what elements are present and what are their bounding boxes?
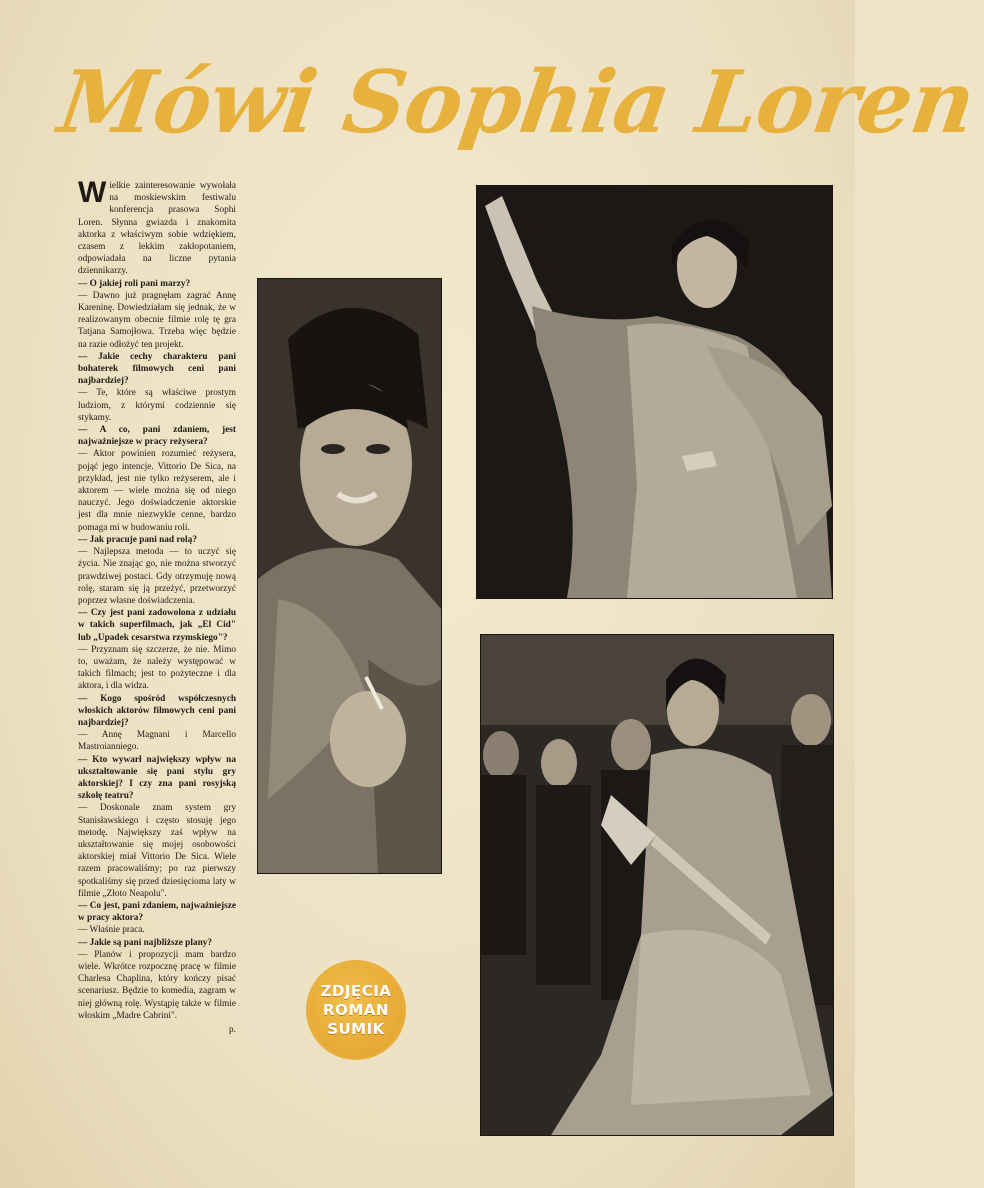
interview-question: — Kogo spośród współczesnych włoskich aktorów filmowych ceni pani najbardziej? [78, 693, 236, 728]
credit-line-1: ZDJĘCIA [320, 981, 392, 1000]
interview-answer: — Najlepsza metoda — to uczyć się życia. Nie znając go, nie można stworzyć prawdziwej postaci. Gdy otrzymuję nową rolę, staram się ją przeżyć, przetworzyć poprzez własne doświadczenia. [78, 547, 236, 606]
interview-question: — O jakiej roli pani marzy? [78, 278, 191, 289]
article-text [78, 176, 236, 1135]
photo-waving-on-stage [476, 185, 833, 599]
interview-question: — Jakie są pani najbliższe plany? [78, 937, 213, 948]
interview-question: — Czy jest pani zadowolona z udziału w takich superfilmach, jak „El Cid" lub „Upadek cesarstwa rzymskiego"? [78, 608, 236, 643]
interview-answer: — Annę Magnani i Marcello Mastroianniego. [78, 730, 236, 753]
interview-question: — A co, pani zdaniem, jest najważniejsze w pracy reżysera? [78, 425, 236, 448]
interview-qa-list [78, 278, 236, 1022]
interview-question: — Co jest, pani zdaniem, najważniejsze w pracy aktora? [78, 900, 236, 924]
interview-question: — Kto wywarł największy wpływ na ukształtowanie się pani stylu gry aktorskiej? I czy zna pani rosyjską szkołę teatru? [78, 754, 236, 802]
interview-question: — Jakie cechy charakteru pani bohaterek filmowych ceni pani najbardziej? [78, 351, 236, 387]
page-title: Mówi Sophia Loren [52, 52, 981, 153]
interview-answer: — Doskonale znam system gry Stanisławskiego i często stosuję jego metodę. Największy zaś wpływ na ukształtowanie się mojej osobowości aktorskiej miał Vittorio De Sica. Wiele razem pracowaliśmy; po raz pierwszy spotkaliśmy się przed dziesięcioma laty w filmie „Złoto Neapolu". [78, 803, 236, 899]
interview-answer: — Przyznam się szczerze, że nie. Mimo to, uważam, że należy występować w takich filmach; jest to pożyteczne i dla aktora, i dla widza. [78, 644, 236, 692]
photo-seated-with-flowers [480, 634, 834, 1136]
photo-portrait-cigarette [257, 278, 442, 874]
photo-credit-badge [308, 962, 404, 1058]
interview-answer: — Te, które są właściwe prostym ludziom, z którymi codziennie się stykamy. [78, 388, 236, 423]
credit-line-2: ROMAN [323, 1000, 389, 1019]
author-signature: p. [229, 1025, 236, 1036]
article-lead: Wielkie zainteresowanie wywołała na moskiewskim festiwalu konferencja prasowa Sophi Loren. Słynna gwiazda i znakomita aktorka z właściwym sobie wdziękiem, czasem z lekkim zakłopotaniem, odpowiadała na liczne pytania dziennikarzy. [78, 176, 236, 277]
interview-answer: — Aktor powinien rozumieć reżysera, pojąć jego intencje. Vittorio De Sica, na przykład, jest nie tylko reżyserem, ale i aktorem — wiele można się od niego nauczyć. Jego doświadczenie aktorskie jest dla mnie niezwykle cenne, bardzo pomaga mi w budowaniu roli. [78, 449, 236, 533]
interview-answer: — Dawno już pragnęłam zagrać Annę Kareninę. Dowiedziałam się jednak, że w realizowanym obecnie filmie rolę tę gra Tatjana Samojłowa. Trzeba więc będzie na razie odłożyć ten projekt. [78, 290, 236, 350]
credit-line-3: SUMIK [327, 1019, 385, 1038]
interview-question: — Jak pracuje pani nad rolą? [78, 534, 197, 545]
interview-answer: — Właśnie praca. [78, 925, 145, 936]
interview-answer: — Planów i propozycji mam bardzo wiele. Wkrótce rozpocznę pracę w filmie Charlesa Chaplina, który kończy pisać scenariusz. Będzie to komedia, zagram w niej główną rolę. Wystąpię także w filmie włoskim „Madre Cabrini". [78, 949, 236, 1021]
